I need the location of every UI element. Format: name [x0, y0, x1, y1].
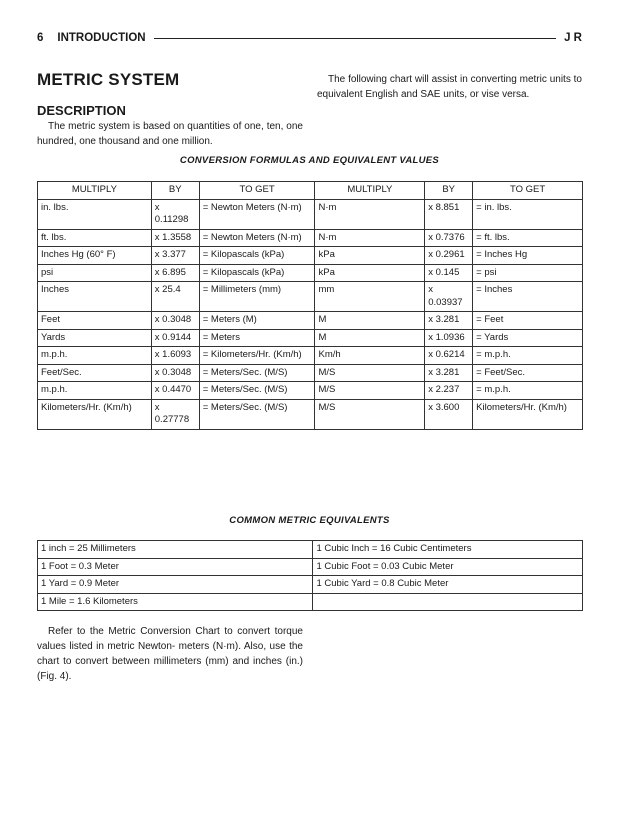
- table-cell: in. lbs.: [38, 199, 152, 229]
- table-cell: = Inches: [473, 282, 583, 312]
- table-cell: M/S: [315, 364, 425, 382]
- table-cell: = Millimeters (mm): [199, 282, 315, 312]
- table-cell: x 0.03937: [425, 282, 473, 312]
- table-cell: = Feet/Sec.: [473, 364, 583, 382]
- table-cell: m.p.h.: [38, 347, 152, 365]
- table-row: [38, 229, 583, 247]
- table-row: [38, 282, 583, 312]
- table-cell: Inches: [38, 282, 152, 312]
- table-cell: 1 Mile = 1.6 Kilometers: [38, 593, 313, 611]
- column-header: MULTIPLY: [38, 182, 152, 200]
- description-heading: DESCRIPTION: [37, 103, 126, 118]
- description-text: The metric system is based on quantities of one, ten, one hundred, one thousand and one million.: [37, 121, 303, 147]
- table-cell: x 0.6214: [425, 347, 473, 365]
- table-cell: x 3.281: [425, 364, 473, 382]
- table-cell: Kilometers/Hr. (Km/h): [38, 399, 152, 429]
- table-cell: Kilometers/Hr. (Km/h): [473, 399, 583, 429]
- conversion-table: [37, 181, 583, 430]
- table-cell: 1 Yard = 0.9 Meter: [38, 576, 313, 594]
- table-cell: m.p.h.: [38, 382, 152, 400]
- table-cell: = psi: [473, 264, 583, 282]
- table-row: [38, 329, 583, 347]
- table-cell: kPa: [315, 247, 425, 265]
- table-cell: = Kilopascals (kPa): [199, 264, 315, 282]
- table-cell: 1 inch = 25 Millimeters: [38, 541, 313, 559]
- table-cell: x 1.6093: [151, 347, 199, 365]
- table-row: [38, 382, 583, 400]
- bottom-paragraph-block: [37, 624, 303, 684]
- table-cell: x 8.851: [425, 199, 473, 229]
- table-cell: x 0.11298: [151, 199, 199, 229]
- table-cell: = in. lbs.: [473, 199, 583, 229]
- table-cell: = Meters (M): [199, 312, 315, 330]
- table-cell: x 1.0936: [425, 329, 473, 347]
- left-column: [37, 70, 303, 149]
- table-cell: 1 Foot = 0.3 Meter: [38, 558, 313, 576]
- table-cell: = m.p.h.: [473, 347, 583, 365]
- table-cell: ft. lbs.: [38, 229, 152, 247]
- table-cell: N·m: [315, 229, 425, 247]
- table-cell: 1 Cubic Yard = 0.8 Cubic Meter: [313, 576, 583, 594]
- conversion-header-row: [38, 182, 583, 200]
- table-cell: = Inches Hg: [473, 247, 583, 265]
- table-cell: kPa: [315, 264, 425, 282]
- table-row: [38, 364, 583, 382]
- table-cell: M/S: [315, 399, 425, 429]
- bottom-paragraph: Refer to the Metric Conversion Chart to convert torque values listed in metric Newton- meters (N·m). Also, use the chart to convert between millimeters (mm) and inches (in.) (Fig. 4).: [37, 626, 303, 682]
- table-cell: N·m: [315, 199, 425, 229]
- table-cell: = Meters: [199, 329, 315, 347]
- table-cell: x 3.600: [425, 399, 473, 429]
- table-cell: x 3.281: [425, 312, 473, 330]
- column-header: BY: [425, 182, 473, 200]
- table-cell: M/S: [315, 382, 425, 400]
- table-cell: = Newton Meters (N·m): [199, 229, 315, 247]
- table-cell: x 0.9144: [151, 329, 199, 347]
- table-cell: Inches Hg (60° F): [38, 247, 152, 265]
- table-row: [38, 347, 583, 365]
- table-cell: x 3.377: [151, 247, 199, 265]
- table-cell: = Meters/Sec. (M/S): [199, 382, 315, 400]
- page-number: 6: [37, 32, 44, 44]
- table-cell: [313, 593, 583, 611]
- equivalents-table: [37, 540, 583, 611]
- table-cell: = Kilometers/Hr. (Km/h): [199, 347, 315, 365]
- table-cell: M: [315, 329, 425, 347]
- table-cell: = Yards: [473, 329, 583, 347]
- table-cell: = Kilopascals (kPa): [199, 247, 315, 265]
- table-cell: x 0.3048: [151, 364, 199, 382]
- table-cell: x 0.145: [425, 264, 473, 282]
- intro-text: The following chart will assist in converting metric units to equivalent English and SAE units, or vise versa.: [317, 74, 582, 100]
- column-header: TO GET: [473, 182, 583, 200]
- table-cell: M: [315, 312, 425, 330]
- conversion-table-title: CONVERSION FORMULAS AND EQUIVALENT VALUES: [179, 155, 440, 166]
- table-cell: = m.p.h.: [473, 382, 583, 400]
- table-cell: psi: [38, 264, 152, 282]
- table-cell: Yards: [38, 329, 152, 347]
- table-cell: Feet/Sec.: [38, 364, 152, 382]
- table-cell: x 0.7376: [425, 229, 473, 247]
- table-row: [38, 558, 583, 576]
- header-rule: [154, 38, 557, 39]
- right-column: [317, 72, 582, 102]
- page-header: [37, 30, 582, 46]
- table-cell: x 0.3048: [151, 312, 199, 330]
- equivalents-table-title: COMMON METRIC EQUIVALENTS: [229, 515, 390, 526]
- table-cell: 1 Cubic Inch = 16 Cubic Centimeters: [313, 541, 583, 559]
- section-name: INTRODUCTION: [57, 32, 146, 44]
- table-cell: x 0.2961: [425, 247, 473, 265]
- table-cell: x 6.895: [151, 264, 199, 282]
- table-cell: x 25.4: [151, 282, 199, 312]
- table-cell: Km/h: [315, 347, 425, 365]
- column-header: TO GET: [199, 182, 315, 200]
- table-cell: x 0.4470: [151, 382, 199, 400]
- table-row: [38, 576, 583, 594]
- table-row: [38, 264, 583, 282]
- column-header: MULTIPLY: [315, 182, 425, 200]
- table-cell: = Meters/Sec. (M/S): [199, 364, 315, 382]
- table-cell: = Newton Meters (N·m): [199, 199, 315, 229]
- table-cell: x 2.237: [425, 382, 473, 400]
- table-row: [38, 247, 583, 265]
- table-cell: = ft. lbs.: [473, 229, 583, 247]
- table-row: [38, 312, 583, 330]
- table-cell: 1 Cubic Foot = 0.03 Cubic Meter: [313, 558, 583, 576]
- table-cell: = Feet: [473, 312, 583, 330]
- manual-code: J R: [564, 32, 582, 44]
- table-cell: x 0.27778: [151, 399, 199, 429]
- table-cell: = Meters/Sec. (M/S): [199, 399, 315, 429]
- page-title: METRIC SYSTEM: [37, 70, 180, 89]
- table-cell: mm: [315, 282, 425, 312]
- table-row: [38, 399, 583, 429]
- table-cell: Feet: [38, 312, 152, 330]
- table-row: [38, 541, 583, 559]
- table-row: [38, 199, 583, 229]
- table-cell: x 1.3558: [151, 229, 199, 247]
- column-header: BY: [151, 182, 199, 200]
- table-row: [38, 593, 583, 611]
